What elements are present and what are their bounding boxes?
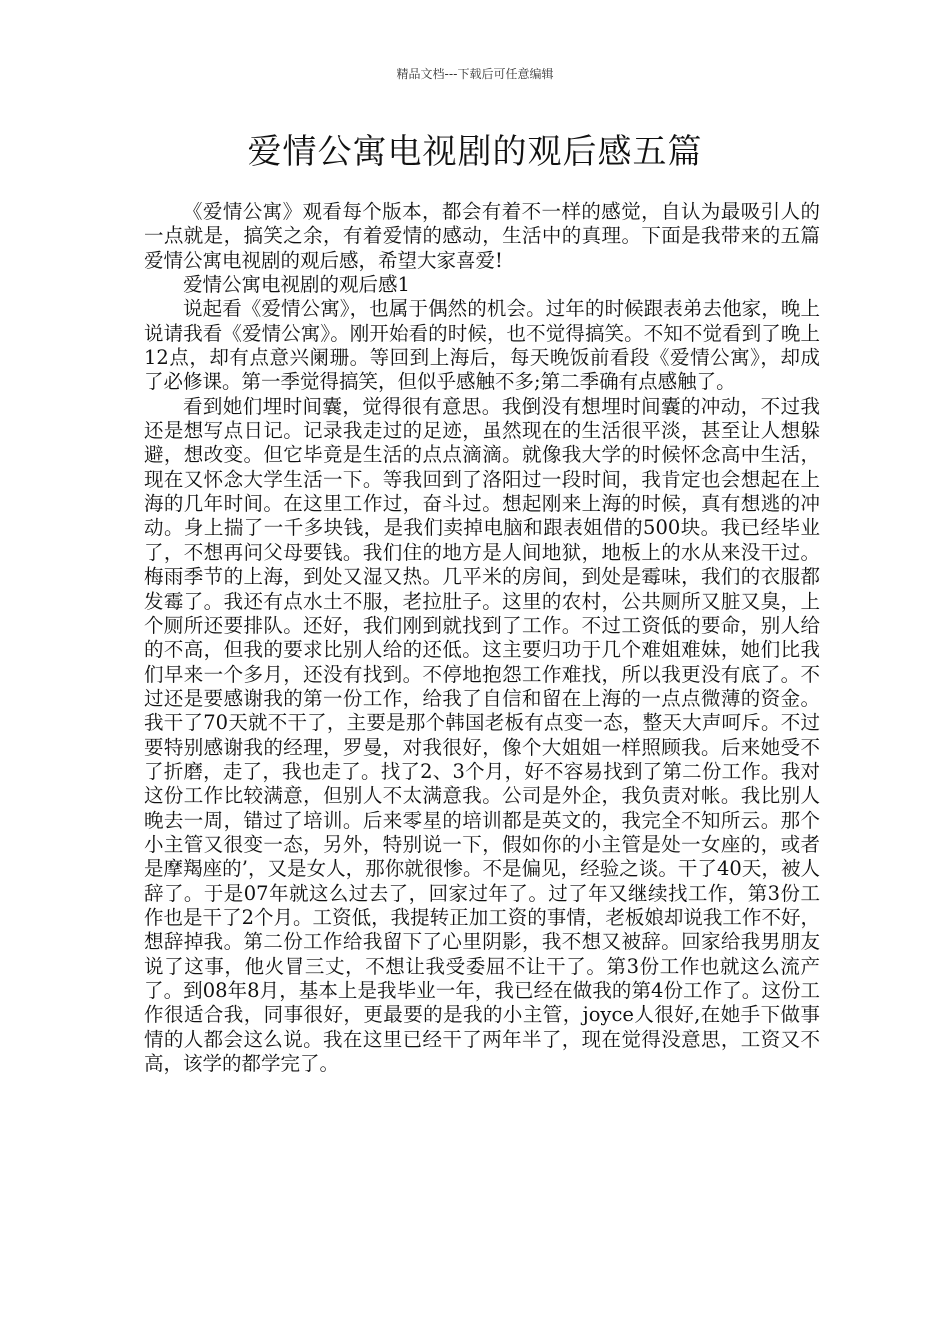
body-paragraph-1: 说起看《爱情公寓》，也属于偶然的机会。过年的时候跟表弟去他家，晚上说请我看《爱情公寓》。刚开始看的时候，也不觉得搞笑。不知不觉看到了晚上12点，却有点意兴阑珊。等回到上海后，每天晚饭前看段《爱情公寓》，却成了必修课。第一季觉得搞笑，但似乎感触不多;第二季确有点感触了。 — [144, 297, 820, 394]
document-title: 爱情公寓电视剧的观后感五篇 — [247, 132, 703, 172]
body-paragraph-2: 看到她们埋时间囊，觉得很有意思。我倒没有想埋时间囊的冲动，不过我还是想写点日记。记录我走过的足迹，虽然现在的生活很平淡，甚至让人想躲避，想改变。但它毕竟是生活的点点滴滴。就像我大学的时候怀念高中生活，现在又怀念大学生活一下。等我回到了洛阳过一段时间，我肯定也会想起在上海的几年时间。在这里工作过，奋斗过。想起刚来上海的时候，真有想逃的冲动。身上揣了一千多块钱，是我们卖掉电脑和跟表姐借的500块。我已经毕业了，不想再问父母要钱。我们住的地方是人间地狱，地板上的水从来没干过。梅雨季节的上海，到处又湿又热。几平米的房间，到处是霉味，我们的衣服都发霉了。我还有点水土不服，老拉肚子。这里的农村，公共厕所又脏又臭，上个厕所还要排队。还好，我们刚到就找到了工作。不过工资低的要命，别人给的不高，但我的要求比别人给的还低。这主要归功于几个难姐难妹，她们比我们早来一个多月，还没有找到。不停地抱怨工作难找，所以我更没有底了。不过还是要感谢我的第一份工作，给我了自信和留在上海的一点点微薄的资金。我干了70天就不干了，主要是那个韩国老板有点变一态，整天大声呵斥。不过要特别感谢我的经理，罗曼，对我很好，像个大姐姐一样照顾我。后来她受不了折磨，走了，我也走了。找了2、3个月，好不容易找到了第二份工作。我对这份工作比较满意，但别人不太满意我。公司是外企，我负责对帐。我比别人晚去一周，错过了培训。后来零星的培训都是英文的，我完全不知所云。那个小主管又很变一态，另外，特别说一下，假如你的小主管是处一女座的，或者是摩羯座的’，又是女人，那你就很惨。不是偏见，经验之谈。干了40天，被人辞了。于是07年就这么过去了，回家过年了。过了年又继续找工作，第3份工作也是干了2个月。工资低，我提转正加工资的事情，老板娘却说我工作不好，想辞掉我。第二份工作给我留下了心里阴影，我不想又被辞。回家给我男朋友说了这事，他火冒三丈，不想让我受委屈不让干了。第3份工作也就这么流产了。到08年8月，基本上是我毕业一年，我已经在做我的第4份工作了。这份工作很适合我，同事很好，更最要的是我的小主管，joyce人很好,在她手下做事情的人都会这么说。我在这里已经干了两年半了，现在觉得没意思，工资又不高，该学的都学完了。 — [144, 394, 820, 1076]
intro-paragraph: 《爱情公寓》观看每个版本，都会有着不一样的感觉，自认为最吸引人的一点就是，搞笑之余，有着爱情的感动，生活中的真理。下面是我带来的五篇爱情公寓电视剧的观后感，希望大家喜爱! — [144, 200, 820, 272]
document-body — [144, 200, 820, 1076]
page-header-note: 精品文档---下载后可任意编辑 — [396, 67, 554, 81]
section-heading: 爱情公寓电视剧的观后感1 — [183, 273, 410, 297]
